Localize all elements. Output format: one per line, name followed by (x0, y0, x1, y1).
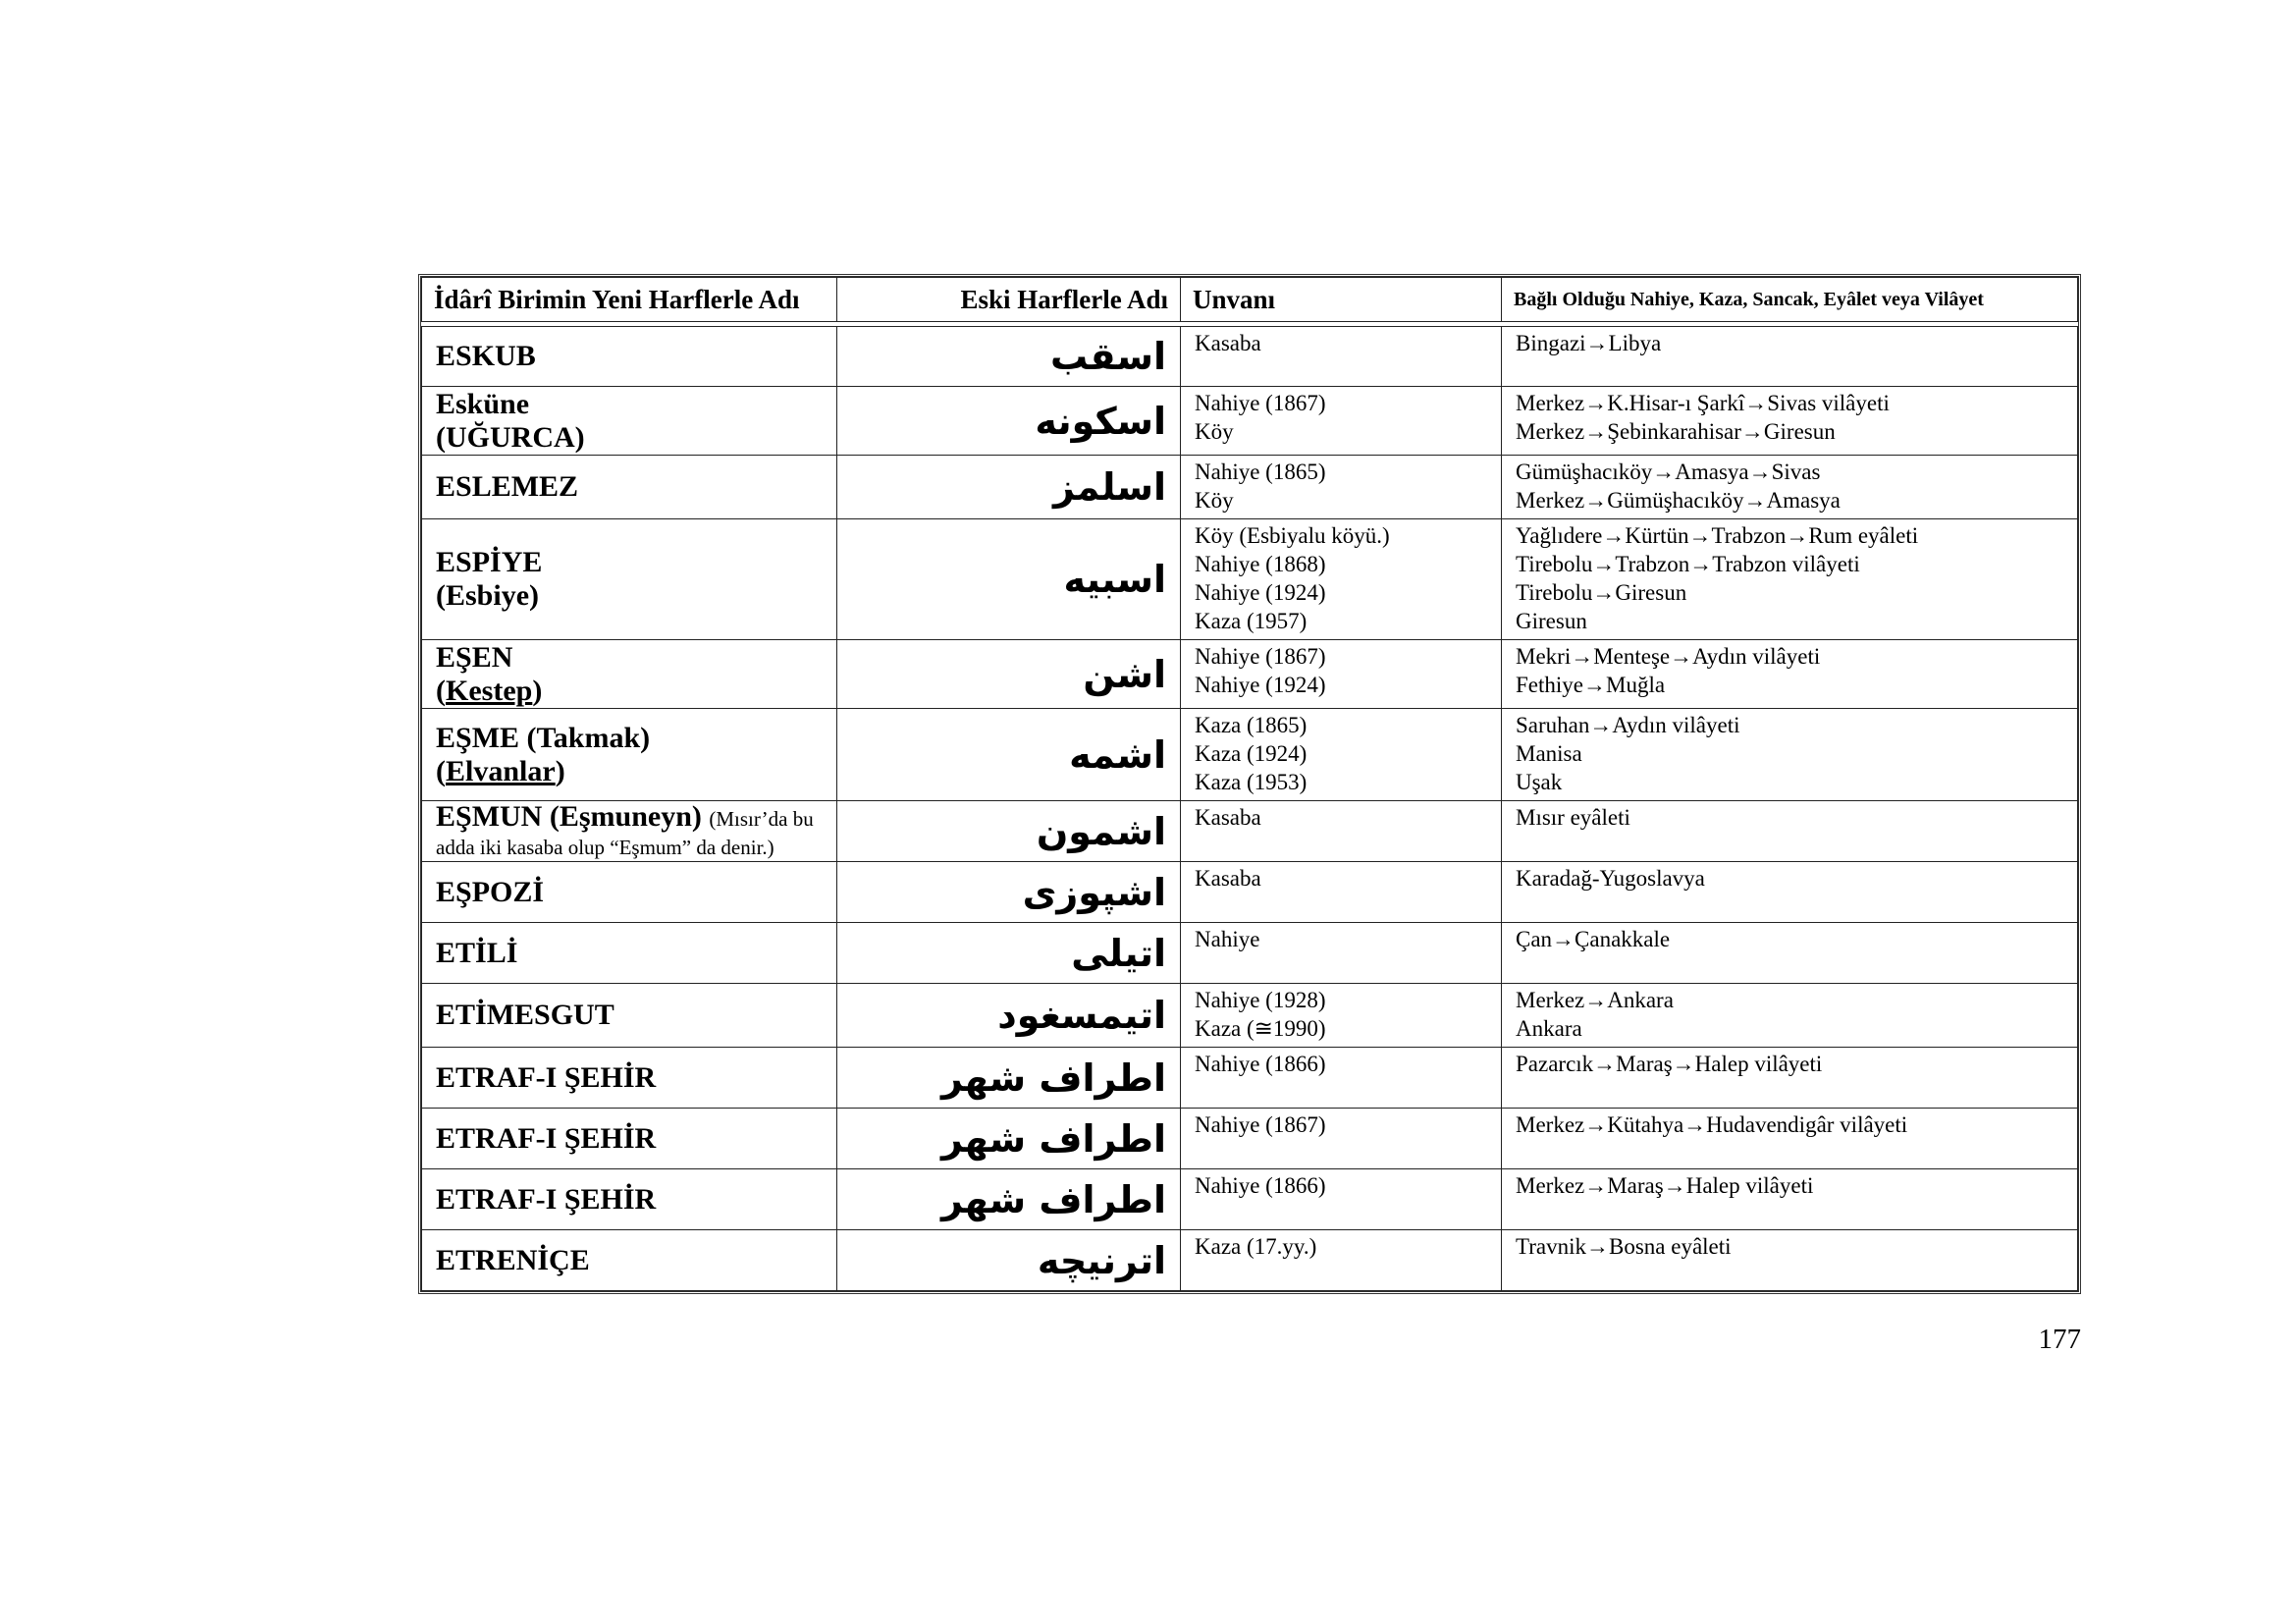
cell-old-name: اطراف شهر (837, 1048, 1181, 1109)
table-row (422, 1230, 2078, 1291)
cell-title (1181, 519, 1502, 640)
parent-line: Merkez→Kütahya→Hudavendigâr vilâyeti (1516, 1112, 1908, 1137)
cell-title (1181, 640, 1502, 709)
cell-new-name (422, 387, 837, 456)
cell-new-name (422, 1169, 837, 1230)
title-line: Nahiye (1868) (1195, 552, 1326, 576)
header-old-name: Eski Harflerle Adı (837, 278, 1181, 322)
title-line: Kaza (≅1990) (1195, 1016, 1326, 1041)
cell-parent (1502, 519, 2078, 640)
cell-title (1181, 801, 1502, 862)
parent-line: Manisa (1516, 741, 1582, 766)
cell-old-name: اطراف شهر (837, 1109, 1181, 1169)
cell-parent (1502, 1048, 2078, 1109)
parent-line: Ankara (1516, 1016, 1582, 1041)
title-line: Nahiye (1867) (1195, 391, 1326, 415)
header-new-name: İdârî Birimin Yeni Harflerle Adı (422, 278, 837, 322)
cell-new-name (422, 640, 837, 709)
cell-title (1181, 923, 1502, 984)
title-line: Nahiye (1928) (1195, 988, 1326, 1012)
cell-parent (1502, 1169, 2078, 1230)
parent-line: Tirebolu→Giresun (1516, 580, 1687, 605)
parent-line: Merkez→Maraş→Halep vilâyeti (1516, 1173, 1814, 1198)
cell-title (1181, 1169, 1502, 1230)
table-row (422, 456, 2078, 519)
title-line: Kasaba (1195, 866, 1261, 891)
cell-new-name (422, 1048, 837, 1109)
cell-new-name (422, 801, 837, 862)
cell-new-name (422, 327, 837, 387)
cell-new-name (422, 984, 837, 1048)
title-line: Kasaba (1195, 805, 1261, 830)
new-name-line: (Esbiye) (436, 579, 539, 612)
cell-new-name (422, 709, 837, 801)
cell-parent (1502, 862, 2078, 923)
cell-new-name (422, 456, 837, 519)
alt-name-underlined: Elvanlar (446, 754, 556, 787)
title-line: Nahiye (1867) (1195, 1112, 1326, 1137)
title-line: Kaza (1957) (1195, 609, 1308, 633)
title-line: Nahiye (1924) (1195, 580, 1326, 605)
table-row (422, 1109, 2078, 1169)
cell-parent (1502, 709, 2078, 801)
table-row (422, 519, 2078, 640)
table-row (422, 862, 2078, 923)
title-line: Nahiye (1865) (1195, 460, 1326, 484)
parent-line: Fethiye→Muğla (1516, 673, 1666, 697)
new-name-line: ETİMESGUT (436, 999, 614, 1031)
title-line: Nahiye (1866) (1195, 1173, 1326, 1198)
table-row (422, 640, 2078, 709)
cell-new-name (422, 1109, 837, 1169)
cell-parent (1502, 640, 2078, 709)
parent-line: Gümüşhacıköy→Amasya→Sivas (1516, 460, 1821, 484)
parent-line: Çan→Çanakkale (1516, 927, 1671, 951)
new-name-line: EŞME (Takmak) (436, 721, 651, 754)
cell-parent (1502, 1109, 2078, 1169)
title-line: Kaza (1924) (1195, 741, 1308, 766)
parent-line: Pazarcık→Maraş→Halep vilâyeti (1516, 1052, 1823, 1076)
title-line: Nahiye (1866) (1195, 1052, 1326, 1076)
cell-parent (1502, 456, 2078, 519)
place-names-table-frame (418, 274, 2081, 1294)
page-number: 177 (2038, 1324, 2081, 1355)
cell-parent (1502, 1230, 2078, 1291)
title-line: Kasaba (1195, 331, 1261, 355)
new-name-line: ESPİYE (436, 546, 543, 578)
cell-title (1181, 327, 1502, 387)
parent-line: Karadağ-Yugoslavya (1516, 866, 1705, 891)
cell-old-name: اشمه (837, 709, 1181, 801)
table-row (422, 801, 2078, 862)
new-name-line: (UĞURCA) (436, 420, 585, 454)
new-name-line: ETRAF-I ŞEHİR (436, 1121, 657, 1155)
cell-title (1181, 456, 1502, 519)
title-line: Nahiye (1867) (1195, 644, 1326, 669)
cell-old-name: اتيلى (837, 923, 1181, 984)
parent-line: Mekri→Menteşe→Aydın vilâyeti (1516, 644, 1821, 669)
parent-line: Merkez→K.Hisar-ı Şarkî→Sivas vilâyeti (1516, 391, 1890, 415)
new-name-line: Esküne (436, 387, 530, 420)
parent-line: Mısır eyâleti (1516, 805, 1630, 830)
title-line: Nahiye (1924) (1195, 673, 1326, 697)
cell-title (1181, 387, 1502, 456)
alt-name-line: (Kestep) (436, 674, 543, 707)
title-line: Köy (1195, 419, 1234, 444)
cell-parent (1502, 923, 2078, 984)
new-name-line: EŞPOZİ (436, 875, 545, 908)
cell-old-name: اطراف شهر (837, 1169, 1181, 1230)
cell-old-name: اترنيچه (837, 1230, 1181, 1291)
new-name-line: ETRAF-I ŞEHİR (436, 1060, 657, 1094)
table-row (422, 984, 2078, 1048)
title-line: Köy (Esbiyalu köyü.) (1195, 523, 1390, 548)
cell-parent (1502, 327, 2078, 387)
new-name-line: EŞMUN (Eşmuneyn) (436, 799, 702, 833)
cell-old-name: اشپوزى (837, 862, 1181, 923)
header-title: Unvanı (1181, 278, 1502, 322)
table-row (422, 327, 2078, 387)
name-note: (Mısır’da bu adda iki kasaba olup “Eşmum” da denir.) (436, 806, 814, 859)
cell-old-name: اسلمز (837, 456, 1181, 519)
new-name-line: ETRAF-I ŞEHİR (436, 1182, 657, 1216)
title-line: Kaza (1953) (1195, 770, 1308, 794)
parent-line: Merkez→Şebinkarahisar→Giresun (1516, 419, 1836, 444)
cell-title (1181, 984, 1502, 1048)
cell-parent (1502, 984, 2078, 1048)
parent-line: Merkez→Gümüşhacıköy→Amasya (1516, 488, 1841, 513)
cell-parent (1502, 801, 2078, 862)
table-header-row (422, 278, 2078, 322)
cell-old-name: اشمون (837, 801, 1181, 862)
cell-new-name (422, 519, 837, 640)
table-row (422, 1169, 2078, 1230)
table-body (422, 322, 2078, 1291)
cell-new-name (422, 862, 837, 923)
parent-line: Travnik→Bosna eyâleti (1516, 1234, 1732, 1259)
table-row (422, 387, 2078, 456)
header-parent: Bağlı Olduğu Nahiye, Kaza, Sancak, Eyâlet veya Vilâyet (1502, 278, 2078, 322)
alt-name-line: (Elvanlar) (436, 754, 565, 787)
parent-line: Merkez→Ankara (1516, 988, 1674, 1012)
table-row (422, 709, 2078, 801)
parent-line: Bingazi→Libya (1516, 331, 1662, 355)
cell-title (1181, 709, 1502, 801)
cell-old-name: اسقب (837, 327, 1181, 387)
new-name-line: ESLEMEZ (436, 470, 579, 503)
cell-old-name: اسبيه (837, 519, 1181, 640)
cell-title (1181, 1230, 1502, 1291)
table-row (422, 1048, 2078, 1109)
parent-line: Yağlıdere→Kürtün→Trabzon→Rum eyâleti (1516, 523, 1919, 548)
cell-new-name (422, 1230, 837, 1291)
parent-line: Giresun (1516, 609, 1587, 633)
parent-line: Uşak (1516, 770, 1563, 794)
cell-old-name: اسكونه (837, 387, 1181, 456)
new-name-line: ETRENİÇE (436, 1243, 590, 1276)
new-name-line: EŞEN (436, 640, 513, 674)
parent-line: Saruhan→Aydın vilâyeti (1516, 713, 1740, 737)
parent-line: Tirebolu→Trabzon→Trabzon vilâyeti (1516, 552, 1860, 576)
title-line: Kaza (17.yy.) (1195, 1234, 1317, 1259)
title-line: Nahiye (1195, 927, 1260, 951)
cell-old-name: اتيمسغود (837, 984, 1181, 1048)
title-line: Köy (1195, 488, 1234, 513)
cell-title (1181, 1109, 1502, 1169)
alt-name-underlined: Kestep (446, 674, 533, 707)
title-line: Kaza (1865) (1195, 713, 1308, 737)
cell-title (1181, 1048, 1502, 1109)
table-row (422, 923, 2078, 984)
place-names-table (421, 277, 2078, 1291)
new-name-line: ESKUB (436, 340, 536, 372)
cell-parent (1502, 387, 2078, 456)
cell-title (1181, 862, 1502, 923)
new-name-line: ETİLİ (436, 936, 518, 969)
cell-old-name: اشن (837, 640, 1181, 709)
cell-new-name (422, 923, 837, 984)
